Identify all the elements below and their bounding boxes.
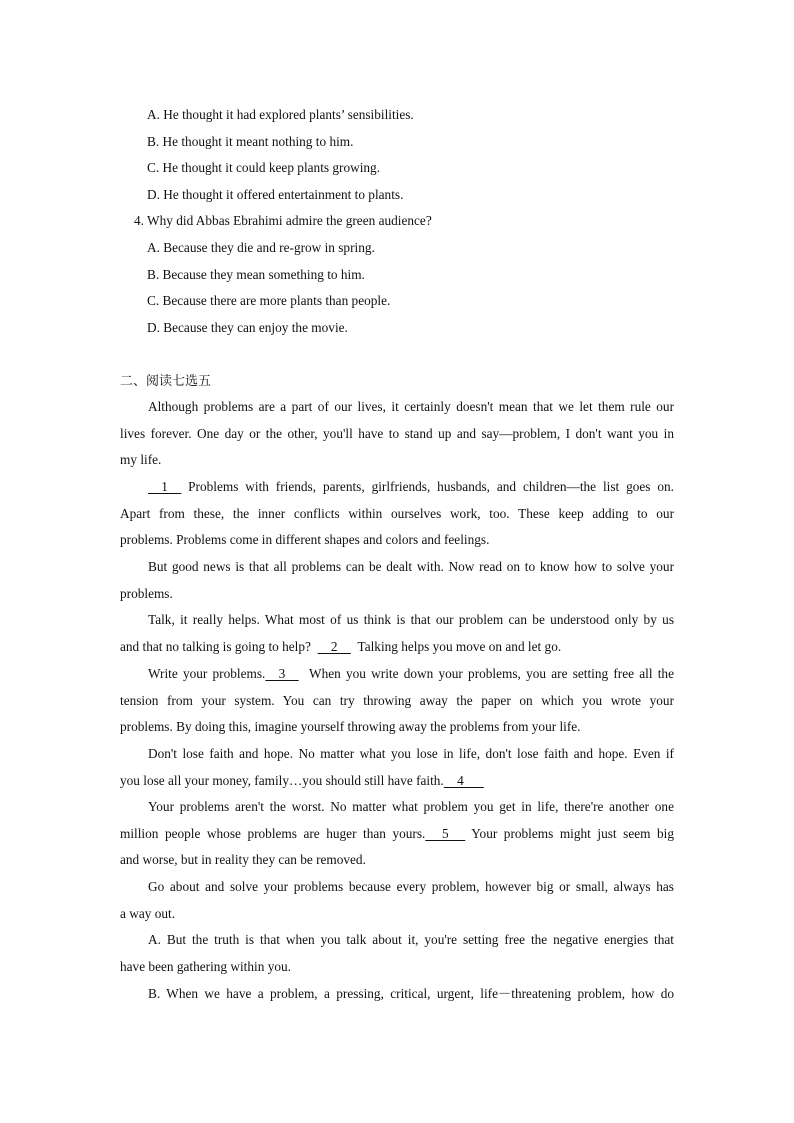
text-line: and worse, but in reality they can be removed.: [120, 852, 366, 868]
passage-paragraph-8: [120, 874, 674, 927]
passage-paragraph-6: [120, 741, 674, 794]
passage-paragraph-2: [120, 474, 674, 554]
text-line: Write your problems. 3 When you write down your problems, you are setting free all the: [120, 661, 674, 688]
section-heading: 二、阅读七选五: [120, 374, 212, 389]
text-line: Go about and solve your problems because every problem, however big or small, always has: [148, 879, 674, 894]
q4-stem: 4. Why did Abbas Ebrahimi admire the green audience?: [134, 213, 432, 228]
blank-3[interactable]: 3: [265, 666, 299, 681]
passage-paragraph-5: [120, 661, 674, 741]
q3-option-b: B. He thought it meant nothing to him.: [147, 134, 354, 149]
q4-option-c: C. Because there are more plants than people.: [147, 293, 391, 308]
text-line: Apart from these, the inner conflicts within ourselves work, too. These keep adding to our: [120, 505, 674, 521]
q4-option-a: A. Because they die and re-grow in spring.: [147, 240, 375, 255]
text-line: a way out.: [120, 905, 176, 921]
choice-b: [120, 981, 674, 1008]
text-line: A. But the truth is that when you talk about it, you're setting free the negative energies that: [148, 932, 674, 947]
text-line: Talk, it really helps. What most of us think is that our problem can be understood only by us: [148, 612, 674, 627]
text-line: and that no talking is going to help? 2 Talking helps you move on and let go.: [120, 634, 674, 661]
text-line: you lose all your money, family…you should still have faith. 4: [120, 768, 674, 795]
q3-option-c: C. He thought it could keep plants growing.: [147, 160, 381, 175]
text-line: million people whose problems are huger than yours. 5 Your problems might just seem big: [120, 821, 674, 848]
text-line: Although problems are a part of our lives, it certainly doesn't mean that we let them rule our: [148, 399, 674, 414]
text-line: my life.: [120, 452, 162, 468]
text-line: B. When we have a problem, a pressing, critical, urgent, life－threatening problem, how do: [148, 986, 674, 1001]
text-line: Don't lose faith and hope. No matter what you lose in life, don't lose faith and hope. Even if: [148, 746, 674, 761]
blank-4[interactable]: 4: [443, 772, 484, 788]
q4-option-d: D. Because they can enjoy the movie.: [147, 320, 348, 335]
blank-1[interactable]: 1: [148, 479, 182, 494]
q4-option-b: B. Because they mean something to him.: [147, 267, 365, 282]
text-line: tension from your system. You can try throwing away the paper on which you wrote your: [120, 692, 674, 708]
q3-option-a: A. He thought it had explored plants’ sensibilities.: [147, 107, 414, 122]
passage-paragraph-3: [120, 554, 674, 607]
passage-paragraph-7: [120, 794, 674, 874]
text-line: problems. By doing this, imagine yourself throwing away the problems from your life.: [120, 719, 581, 735]
passage-paragraph-4: [120, 607, 674, 660]
text-line: 1 Problems with friends, parents, girlfriends, husbands, and children—the list goes on.: [120, 474, 674, 501]
blank-2[interactable]: 2: [317, 638, 351, 654]
text-line: lives forever. One day or the other, you'll have to stand up and say—problem, I don't want you in: [120, 425, 674, 441]
choice-a: [120, 927, 674, 980]
text-line: problems. Problems come in different shapes and colors and feelings.: [120, 532, 490, 548]
q3-option-d: D. He thought it offered entertainment to plants.: [147, 187, 404, 202]
text-line: problems.: [120, 585, 173, 601]
blank-5[interactable]: 5: [425, 825, 466, 841]
passage-paragraph-1: [120, 394, 674, 474]
text-line: Your problems aren't the worst. No matter what problem you get in life, there're another one: [148, 799, 674, 814]
text-line: have been gathering within you.: [120, 958, 291, 974]
text-line: But good news is that all problems can be dealt with. Now read on to know how to solve your: [148, 559, 674, 574]
